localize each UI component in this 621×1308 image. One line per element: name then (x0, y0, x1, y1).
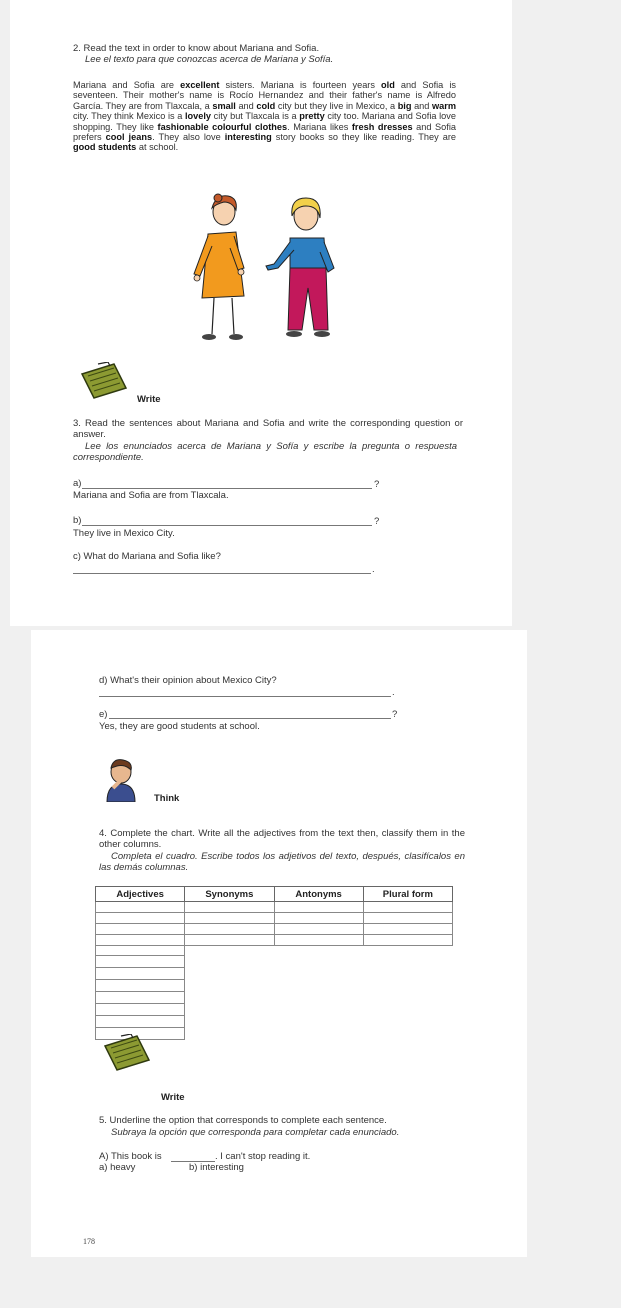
mariana-figure (194, 194, 244, 340)
section-2-heading: 2. Read the text in order to know about Mariana and Sofia. (73, 43, 320, 54)
passage-text: and (235, 100, 257, 111)
passage-text: sisters. Mariana is fourteen years (219, 80, 382, 90)
item-a-end: . I can't stop reading it. (215, 1151, 311, 1162)
question-b-label: b) (73, 515, 82, 526)
adjective-highlight: cool jeans (105, 132, 153, 143)
chart-cell[interactable] (363, 913, 452, 924)
adjective-highlight: fashionable colourful clothes (157, 121, 288, 132)
adjectives-cell[interactable] (95, 1016, 185, 1028)
worksheet-page-2 (31, 630, 527, 1257)
column-plural-form: Plural form (363, 887, 452, 902)
answer-c-mark: . (372, 564, 375, 575)
section-2-instruction: Lee el texto para que conozcas acerca de Mariana y Sofía. (85, 54, 334, 65)
notebook-write-icon (101, 1034, 153, 1072)
sisters-illustration (178, 192, 348, 346)
question-b-line[interactable] (82, 525, 372, 526)
section-5-instruction: Subraya la opción que corresponda para completar cada enunciado. (111, 1127, 400, 1138)
passage-text: . Mariana likes (287, 121, 352, 132)
think-label: Think (154, 793, 180, 804)
page-number: 178 (83, 1237, 95, 1246)
passage-text: . They also love (152, 132, 225, 143)
answer-d-line[interactable] (99, 696, 391, 697)
adjective-highlight: old (381, 80, 395, 90)
adjective-highlight: small (212, 100, 236, 111)
chart-row (96, 913, 453, 924)
adjectives-cell[interactable] (95, 944, 185, 956)
chart-cell[interactable] (185, 913, 274, 924)
adjective-highlight: interesting (224, 132, 272, 143)
chart-cell[interactable] (96, 902, 185, 913)
chart-cell[interactable] (274, 913, 363, 924)
passage-text: and (411, 100, 432, 111)
adjective-highlight: warm (432, 100, 457, 111)
write-label: Write (161, 1092, 185, 1103)
chart-cell[interactable] (96, 924, 185, 935)
question-e-mark: ? (392, 709, 398, 720)
answer-c-line[interactable] (73, 573, 371, 574)
option-b[interactable]: b) interesting (189, 1162, 244, 1173)
adjective-highlight: fresh dresses (351, 121, 413, 132)
option-a[interactable]: a) heavy (99, 1162, 136, 1173)
question-a-line[interactable] (82, 488, 372, 489)
chart-cell[interactable] (185, 935, 274, 946)
chart-cell[interactable] (96, 913, 185, 924)
passage-text: story books so they like reading. They are (271, 132, 457, 143)
chart-cell[interactable] (185, 902, 274, 913)
section-3-heading: 3. Read the sentences about Mariana and Sofia and write the corresponding question or answer. (73, 418, 463, 440)
adjective-highlight: excellent (180, 80, 220, 90)
sofia-figure (266, 198, 334, 337)
section-3-instruction: Lee los enunciados acerca de Mariana y Sofía y escribe la pregunta o respuesta correspondiente. (73, 441, 457, 463)
column-adjectives: Adjectives (96, 887, 185, 902)
reading-passage (73, 80, 456, 153)
passage-text: at school. (136, 142, 179, 153)
answer-d-mark: . (392, 687, 395, 698)
column-synonyms: Synonyms (185, 887, 274, 902)
adjective-highlight: good students (73, 142, 137, 153)
section-5-heading: 5. Underline the option that corresponds to complete each sentence. (99, 1115, 387, 1126)
adjective-highlight: big (397, 100, 412, 111)
passage-text: city but Tlaxcala is a (211, 111, 300, 122)
adjectives-cell[interactable] (95, 968, 185, 980)
adjectives-cell[interactable] (95, 992, 185, 1004)
section-4-heading: 4. Complete the chart. Write all the adjectives from the text then, classify them in the other columns. (99, 828, 465, 850)
thinking-person-icon (101, 758, 141, 802)
chart-cell[interactable] (185, 924, 274, 935)
passage-text: city. They think Mexico is a (73, 111, 185, 122)
answer-b: They live in Mexico City. (73, 528, 175, 539)
question-d: d) What's their opinion about Mexico City? (99, 675, 277, 686)
chart-row (96, 924, 453, 935)
adjective-highlight: pretty (299, 111, 325, 122)
column-antonyms: Antonyms (274, 887, 363, 902)
adjective-highlight: lovely (184, 111, 212, 122)
notebook-write-icon (78, 362, 130, 400)
chart-cell[interactable] (363, 935, 452, 946)
adjective-highlight: cold (256, 100, 276, 111)
adjectives-cell[interactable] (95, 980, 185, 992)
answer-e: Yes, they are good students at school. (99, 721, 260, 732)
passage-text: and Sofia is seventeen. Their mother's name is Rocío Hernandez and their father's name is Alfredo García. They are from Tlaxcala, a (73, 80, 456, 111)
worksheet-page-1 (10, 0, 512, 626)
answer-a: Mariana and Sofia are from Tlaxcala. (73, 490, 229, 501)
chart-cell[interactable] (274, 924, 363, 935)
question-e-label: e) (99, 709, 108, 720)
passage-text: and Sofia prefers (73, 121, 456, 143)
chart-cell[interactable] (363, 902, 452, 913)
item-a-start: A) This book is (99, 1151, 162, 1162)
adjectives-cell[interactable] (95, 956, 185, 968)
adjectives-cell[interactable] (95, 1004, 185, 1016)
question-a-mark: ? (374, 479, 380, 490)
chart-cell[interactable] (274, 902, 363, 913)
chart-row (96, 902, 453, 913)
passage-text: city but they live in Mexico, a (275, 100, 398, 111)
write-label: Write (137, 394, 161, 405)
chart-cell[interactable] (363, 924, 452, 935)
passage-text: city too. Mariana and Sofia love shopping. They like (73, 111, 456, 132)
question-c: c) What do Mariana and Sofia like? (73, 551, 221, 562)
passage-text: Mariana and Sofia are (73, 80, 181, 90)
section-4-instruction: Completa el cuadro. Escribe todos los adjetivos del texto, después, clasifícalos en las demás columnas. (99, 851, 465, 873)
question-a-label: a) (73, 478, 82, 489)
question-e-line[interactable] (109, 718, 391, 719)
adjectives-chart (95, 886, 453, 946)
question-b-mark: ? (374, 516, 380, 527)
chart-cell[interactable] (274, 935, 363, 946)
